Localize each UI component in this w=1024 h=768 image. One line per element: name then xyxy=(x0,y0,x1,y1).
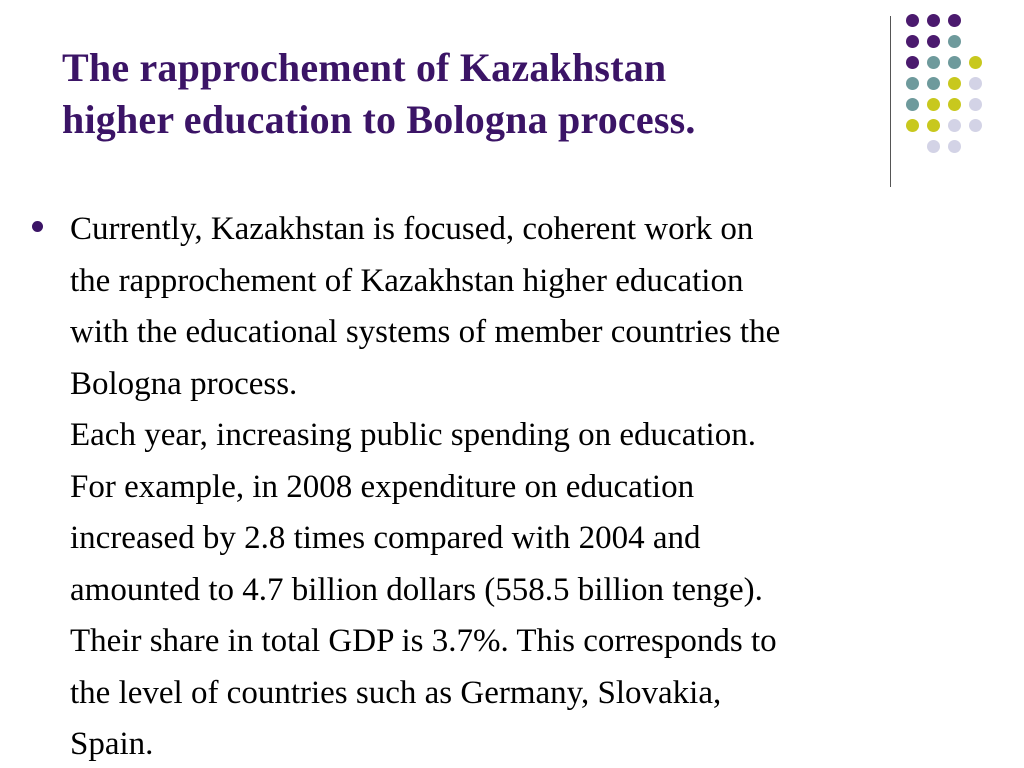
bullet-text-line: the level of countries such as Germany, Slovakia, xyxy=(70,674,722,711)
decorative-dot xyxy=(927,77,940,90)
decorative-dot xyxy=(948,119,961,132)
decorative-dot xyxy=(906,119,919,132)
decorative-dot xyxy=(906,56,919,69)
decorative-dot xyxy=(948,77,961,90)
decorative-dot xyxy=(969,119,982,132)
bullet-text-line: increased by 2.8 times compared with 2004 and xyxy=(70,520,701,556)
slide-title-line-2: higher education to Bologna process. xyxy=(62,97,696,142)
bullet-text-line: Spain. xyxy=(70,726,154,762)
list-item xyxy=(32,204,1002,768)
title-divider xyxy=(890,16,891,187)
bullet-list xyxy=(32,204,1002,768)
bullet-text-line: For example, in 2008 expenditure on education xyxy=(70,468,695,505)
decorative-dot xyxy=(969,98,982,111)
bullet-text-line: amounted to 4.7 billion dollars (558.5 billion tenge). xyxy=(70,571,763,608)
decorative-dot xyxy=(927,14,940,27)
decorative-dot xyxy=(969,77,982,90)
decorative-dot xyxy=(927,35,940,48)
decorative-dot xyxy=(906,14,919,27)
bullet-text-line: with the educational systems of member countries the xyxy=(70,314,781,350)
decorative-dot xyxy=(906,98,919,111)
bullet-text xyxy=(70,204,1002,768)
decorative-dot xyxy=(927,119,940,132)
bullet-text-line: the rapprochement of Kazakhstan higher education xyxy=(70,262,744,299)
bullet-text-line: Currently, Kazakhstan is focused, coherent work on xyxy=(70,211,754,247)
slide-title-line-1: The rapprochement of Kazakhstan xyxy=(62,45,667,90)
decorative-dot xyxy=(927,140,940,153)
decorative-dot xyxy=(948,35,961,48)
slide-title xyxy=(62,42,862,146)
decorative-dot xyxy=(927,98,940,111)
bullet-text-line: Bologna process. xyxy=(70,365,298,402)
decorative-dot xyxy=(969,56,982,69)
bullet-text-line: Each year, increasing public spending on education. xyxy=(70,417,756,453)
decorative-dot xyxy=(948,140,961,153)
decorative-dot xyxy=(906,35,919,48)
decorative-dot xyxy=(948,98,961,111)
bullet-icon xyxy=(32,221,43,232)
decorative-dot xyxy=(948,14,961,27)
decorative-dot xyxy=(948,56,961,69)
decorative-dot xyxy=(927,56,940,69)
bullet-text-line: Their share in total GDP is 3.7%. This corresponds to xyxy=(70,623,777,659)
decorative-dot-grid xyxy=(906,14,1006,164)
decorative-dot xyxy=(906,77,919,90)
